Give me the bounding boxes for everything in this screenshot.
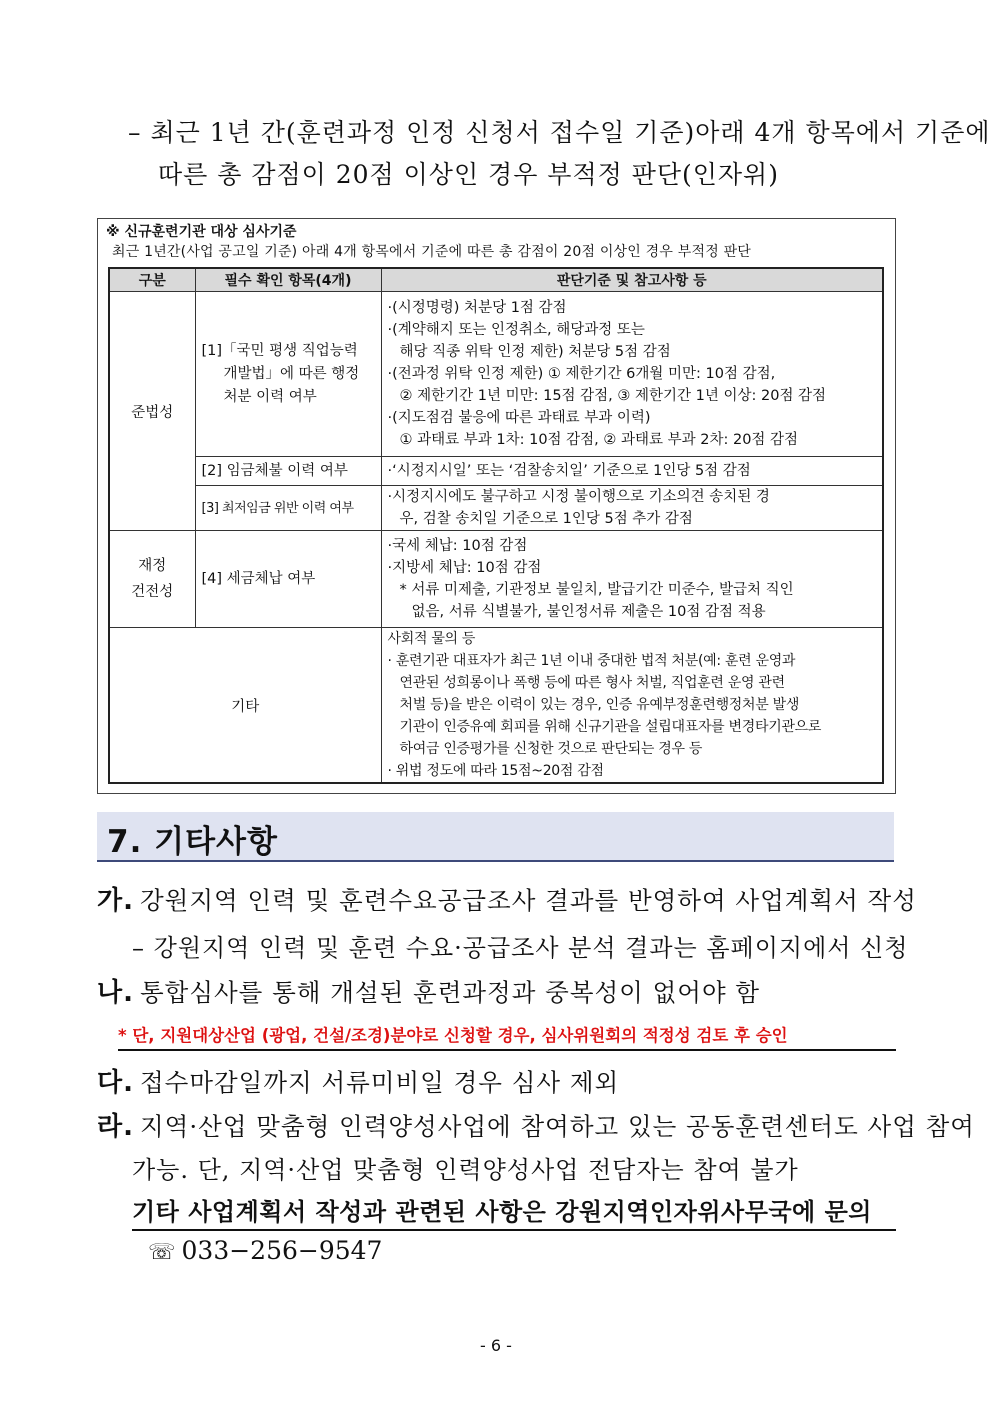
item-da [97,1062,897,1099]
item-1-line-2: 개발법」에 따른 행정 [223,365,360,382]
criteria-1-c2: ② 제한기간 1년 미만: 15점 감점, ③ 제한기간 1년 이상: 20점 감점 [399,388,827,404]
table-row [109,531,883,628]
criteria-other-p1: · 훈련기관 대표자가 최근 1년 이내 중대한 법적 처분(예: 훈련 운영과 [387,653,796,669]
item-na-text: 통합심사를 통해 개설된 훈련과정과 중복성이 없어야 함 [140,978,761,1007]
telephone-icon: ☏ [148,1240,176,1265]
item-da-marker: 다. [97,1068,134,1098]
item-4-cell: [4] 세금체납 여부 [195,531,381,628]
item-na-marker: 나. [97,978,134,1008]
criteria-box [97,218,896,794]
intro-line-1: – 최근 1년 간(훈련과정 인정 신청서 접수일 기준)아래 4개 항목에서 기준에 [128,118,991,147]
criteria-other-cell [381,628,883,784]
criteria-3-l2: 우, 검찰 송치일 기준으로 1인당 5점 추가 감점 [399,511,693,527]
group-financial-line-1: 재정 [138,558,167,574]
criteria-table [108,267,884,784]
criteria-3-cell [381,486,883,531]
item-ga-text: 강원지역 인력 및 훈련수요공급조사 결과를 반영하여 사업계획서 작성 [140,886,917,915]
criteria-1-d2: ① 과태료 부과 1차: 10점 감점, ② 과태료 부과 2차: 20점 감점 [399,432,799,448]
item-1-line-3: 처분 이력 여부 [223,388,317,405]
criteria-other-p5: 하여금 인증평가를 신청한 것으로 판단되는 경우 등 [399,741,703,757]
item-na [97,972,897,1009]
intro-line-2: 따른 총 감점이 20점 이상인 경우 부적정 판단(인자위) [158,160,779,189]
criteria-1-c1: ·(전과정 위탁 인정 제한) ① 제한기간 6개월 미만: 10점 감점, [387,366,776,382]
group-compliance: 준법성 [109,292,195,531]
criteria-1-b2: 해당 직종 위탁 인정 제한) 처분당 5점 감점 [399,344,671,360]
group-other: 기타 [109,628,381,784]
item-ga [97,880,917,917]
criteria-3-l1: ·시정지시에도 불구하고 시정 불이행으로 기소의견 송치된 경 [387,489,770,505]
criteria-4-b: ·지방세 체납: 10점 감점 [387,560,542,576]
item-1-line-1: [1]「국민 평생 직업능력 [201,342,358,359]
table-row [109,486,883,531]
table-row [109,628,883,784]
criteria-4-cell [381,531,883,628]
criteria-1-a: ·(시정명령) 처분당 1점 감점 [387,300,567,316]
item-da-text: 접수마감일까지 서류미비일 경우 심사 제외 [140,1068,620,1097]
criteria-1-d1: ·(지도점검 불응에 따른 과태료 부과 이력) [387,410,651,426]
criteria-other-p6: · 위법 정도에 따라 15점~20점 감점 [387,763,604,779]
criteria-4-c2: 없음, 서류 식별불가, 불인정서류 제출은 10점 감점 적용 [411,604,766,620]
item-ga-marker: 가. [97,886,134,916]
group-financial [109,531,195,628]
item-na-note: * 단, 지원대상산업 (광업, 건설/조경)분야로 신청할 경우, 심사위원회의 적정성 검토 후 승인 [118,1022,896,1051]
header-criteria: 판단기준 및 참고사항 등 [381,268,883,292]
phone-number: 033−256−9547 [181,1236,383,1265]
table-row [109,292,883,457]
criteria-other-p4: 기관이 인증유예 회피를 위해 신규기관을 설립대표자를 변경타기관으로 [399,719,822,735]
header-category: 구분 [109,268,195,292]
intro-paragraph [128,112,991,196]
item-ra-text: 지역·산업 맞춤형 인력양성사업에 참여하고 있는 공동훈련센터도 사업 참여 [140,1112,975,1141]
item-1-cell [195,292,381,457]
item-ga-sub: – 강원지역 인력 및 훈련 수요·공급조사 분석 결과는 홈페이지에서 신청 [132,934,909,962]
header-check-items: 필수 확인 항목(4개) [195,268,381,292]
contact-phone [148,1236,382,1265]
criteria-other-head: 사회적 물의 등 [387,631,476,647]
criteria-box-subtitle: 최근 1년간(사업 공고일 기준) 아래 4개 항목에서 기준에 따른 총 감점이 20점 이상인 경우 부적정 판단 [112,244,752,260]
criteria-4-a: ·국세 체납: 10점 감점 [387,538,528,554]
group-financial-line-2: 건전성 [131,584,174,600]
criteria-other-p3: 처벌 등)을 받은 이력이 있는 경우, 인증 유예부정훈련행정처분 발생 [399,697,800,713]
contact-text: 기타 사업계획서 작성과 관련된 사항은 강원지역인자위사무국에 문의 [132,1192,896,1231]
criteria-other-p2: 연관된 성희롱이나 폭행 등에 따른 형사 처벌, 직업훈련 운영 관련 [399,675,785,691]
criteria-1-cell [381,292,883,457]
section-heading [97,812,894,862]
table-row [109,457,883,486]
criteria-box-title: ※ 신규훈련기관 대상 심사기준 [106,224,297,240]
item-3-cell: [3] 최저임금 위반 이력 여부 [195,486,381,531]
item-ra-cont: 가능. 단, 지역·산업 맞춤형 인력양성사업 전담자는 참여 불가 [132,1156,799,1184]
criteria-2-cell: ·‘시정지시일’ 또는 ‘검찰송치일’ 기준으로 1인당 5점 감점 [381,457,883,486]
item-2-cell: [2] 임금체불 이력 여부 [195,457,381,486]
page-number: - 6 - [480,1336,512,1355]
table-header-row [109,268,883,292]
item-ra [97,1106,975,1143]
item-ra-marker: 라. [97,1112,134,1142]
criteria-4-c1: * 서류 미제출, 기관정보 불일치, 발급기간 미준수, 발급처 직인 [399,582,794,598]
criteria-1-b1: ·(계약해지 또는 인정취소, 해당과정 또는 [387,322,645,338]
section-title: 7. 기타사항 [107,824,278,860]
